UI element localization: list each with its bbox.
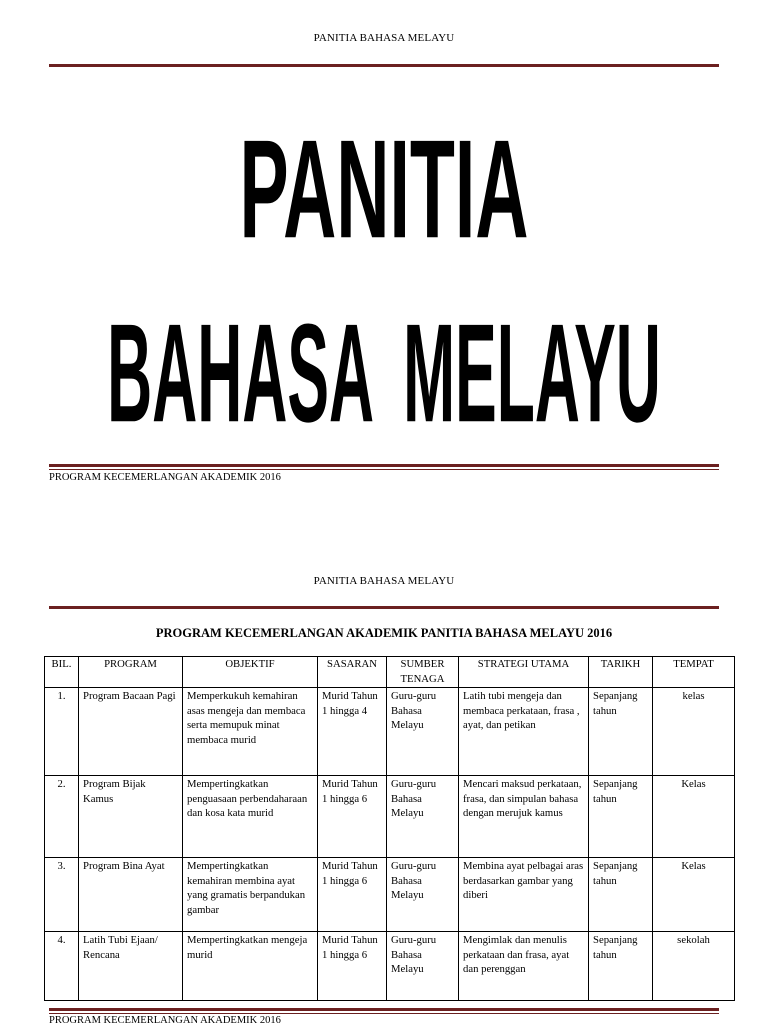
cell-program: Program Bina Ayat — [79, 858, 183, 932]
cell-program: Latih Tubi Ejaan/ Rencana — [79, 932, 183, 1001]
page-footer: PROGRAM KECEMERLANGAN AKADEMIK 2016 — [49, 1015, 281, 1026]
table-row — [45, 858, 735, 932]
column-header: PROGRAM — [79, 657, 183, 688]
cell-tempat: Kelas — [653, 776, 735, 858]
cell-strategi: Mengimlak dan menulis perkataan dan frasa, ayat dan perenggan — [459, 932, 589, 1001]
cell-bil: 2. — [45, 776, 79, 858]
cell-tarikh: Sepanjang tahun — [589, 858, 653, 932]
cell-tarikh: Sepanjang tahun — [589, 932, 653, 1001]
footer-rule-thin — [49, 469, 719, 470]
cell-bil: 4. — [45, 932, 79, 1001]
cell-sumber: Guru-guru Bahasa Melayu — [387, 932, 459, 1001]
cover-title-line2: BAHASA MELAYU — [107, 295, 661, 451]
cell-objektif: Memperkukuh kemahiran asas mengeja dan membaca serta memupuk minat membaca murid — [183, 688, 318, 776]
header-rule — [49, 606, 719, 609]
column-header: SASARAN — [318, 657, 387, 688]
cell-tempat: sekolah — [653, 932, 735, 1001]
page-header: PANITIA BAHASA MELAYU — [313, 32, 455, 44]
cell-sumber: Guru-guru Bahasa Melayu — [387, 776, 459, 858]
cell-sasaran: Murid Tahun 1 hingga 6 — [318, 776, 387, 858]
cell-sumber: Guru-guru Bahasa Melayu — [387, 858, 459, 932]
cell-tarikh: Sepanjang tahun — [589, 688, 653, 776]
table-header-row — [45, 657, 735, 688]
footer-rule-thin — [49, 1013, 719, 1014]
cell-tempat: Kelas — [653, 858, 735, 932]
cover-title-line1: PANITIA — [239, 111, 529, 267]
cell-sasaran: Murid Tahun 1 hingga 6 — [318, 932, 387, 1001]
footer-rule — [49, 464, 719, 467]
program-table — [44, 656, 735, 1001]
cell-strategi: Membina ayat pelbagai aras berdasarkan gambar yang diberi — [459, 858, 589, 932]
page-footer: PROGRAM KECEMERLANGAN AKADEMIK 2016 — [49, 472, 281, 483]
table-row — [45, 776, 735, 858]
table-row — [45, 688, 735, 776]
table-title: PROGRAM KECEMERLANGAN AKADEMIK PANITIA BAHASA MELAYU 2016 — [155, 626, 613, 640]
cell-sumber: Guru-guru Bahasa Melayu — [387, 688, 459, 776]
cell-tarikh: Sepanjang tahun — [589, 776, 653, 858]
cell-strategi: Mencari maksud perkataan, frasa, dan simpulan bahasa dengan merujuk kamus — [459, 776, 589, 858]
footer-rule — [49, 1008, 719, 1011]
cell-strategi: Latih tubi mengeja dan membaca perkataan, frasa , ayat, dan petikan — [459, 688, 589, 776]
column-header: TEMPAT — [653, 657, 735, 688]
page-header: PANITIA BAHASA MELAYU — [313, 575, 455, 587]
cell-tempat: kelas — [653, 688, 735, 776]
cell-sasaran: Murid Tahun 1 hingga 4 — [318, 688, 387, 776]
column-header: TARIKH — [589, 657, 653, 688]
cell-objektif: Mempertingkatkan kemahiran membina ayat yang gramatis berpandukan gambar — [183, 858, 318, 932]
column-header: SUMBER TENAGA — [387, 657, 459, 688]
cell-objektif: Mempertingkatkan mengeja murid — [183, 932, 318, 1001]
header-rule — [49, 64, 719, 67]
column-header: BIL. — [45, 657, 79, 688]
cell-program: Program Bijak Kamus — [79, 776, 183, 858]
table-row — [45, 932, 735, 1001]
cell-bil: 1. — [45, 688, 79, 776]
cell-objektif: Mempertingkatkan penguasaan perbendaharaan dan kosa kata murid — [183, 776, 318, 858]
column-header: STRATEGI UTAMA — [459, 657, 589, 688]
cell-program: Program Bacaan Pagi — [79, 688, 183, 776]
cell-sasaran: Murid Tahun 1 hingga 6 — [318, 858, 387, 932]
cell-bil: 3. — [45, 858, 79, 932]
column-header: OBJEKTIF — [183, 657, 318, 688]
